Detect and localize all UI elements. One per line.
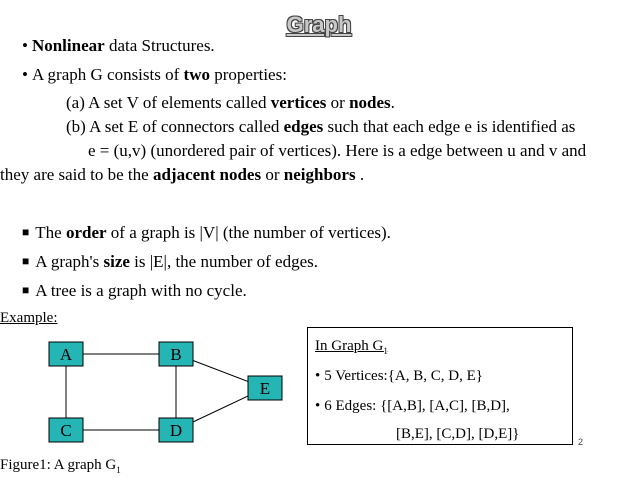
square-bullet-icon: ■ [22,254,30,268]
line-text: . [355,165,365,184]
line-text: they are said to be the [0,165,153,184]
sub-item-text: (b) A set E of connectors called [66,117,284,136]
caption-subscript: 1 [116,465,121,475]
bullet-dot-icon: • [315,398,321,414]
info-title-text: In Graph G [315,338,384,354]
sub-item-text: such that each edge e is identified as [323,117,576,136]
example-label: Example: [0,310,58,326]
sub-item-bold: edges [283,117,324,136]
graph-info-box [307,327,573,445]
bullet-graph-properties [22,65,287,85]
graph-node-label-C: C [60,421,72,440]
sub-item-vertices [66,93,395,113]
bullet-bold: two [183,65,210,84]
line-bold: adjacent nodes [152,165,262,184]
bullet-nonlinear [22,36,215,56]
edge-definition-line: e = (u,v) (unordered pair of vertices). Here is a edge between u and v and [88,141,587,160]
slide-title: Graph [286,12,352,37]
info-vertices [315,368,483,385]
bullet-text: A graph G consists of [31,65,184,84]
graph-node-label-A: A [59,345,73,364]
info-edges [315,398,510,415]
sub-item-edges [66,117,575,137]
info-title-subscript: 1 [383,346,388,356]
bullet-text: is |E|, the number of edges. [129,252,319,271]
sub-item-text: . [390,93,395,112]
sub-item-text: or [326,93,350,112]
bullet-text: A tree is a graph with no cycle. [35,281,247,300]
graph-node-label-B: B [170,345,182,364]
bullet-bold: size [103,252,130,271]
graph-node-label-E: E [259,379,271,398]
line-bold: neighbors [283,165,356,184]
graph-node-label-D: D [169,421,183,440]
caption-text: Figure1: A graph G [0,457,117,473]
bullet-dot-icon: • [22,36,28,55]
info-edges-cont: [B,E], [C,D], [D,E]} [396,426,520,442]
bullet-bold: order [65,223,107,242]
bullet-order [22,222,391,243]
bullet-dot-icon: • [22,65,28,84]
sub-item-bold: nodes [349,93,391,112]
square-bullet-icon: ■ [22,283,30,297]
bullet-text: data Structures. [104,36,215,55]
adjacent-nodes-line [0,165,364,185]
bullet-text: The [35,223,66,242]
graph-diagram [0,330,300,450]
bullet-size [22,251,318,272]
square-bullet-icon: ■ [22,225,30,239]
info-edges-text: 6 Edges: {[A,B], [A,C], [B,D], [324,398,510,414]
bullet-tree [22,280,247,301]
bullet-bold: Nonlinear [31,36,105,55]
bullet-text: of a graph is |V| (the number of vertices). [106,223,391,242]
bullet-dot-icon: • [315,368,321,384]
bullet-text: properties: [209,65,287,84]
info-vertices-text: 5 Vertices:{A, B, C, D, E} [324,368,483,384]
page-number: 2 [578,437,584,447]
info-box-title [315,338,388,356]
bullet-text: A graph's [35,252,104,271]
figure-caption [0,457,121,475]
sub-item-text: (a) A set V of elements called [66,93,271,112]
line-text: or [261,165,284,184]
sub-item-bold: vertices [270,93,327,112]
